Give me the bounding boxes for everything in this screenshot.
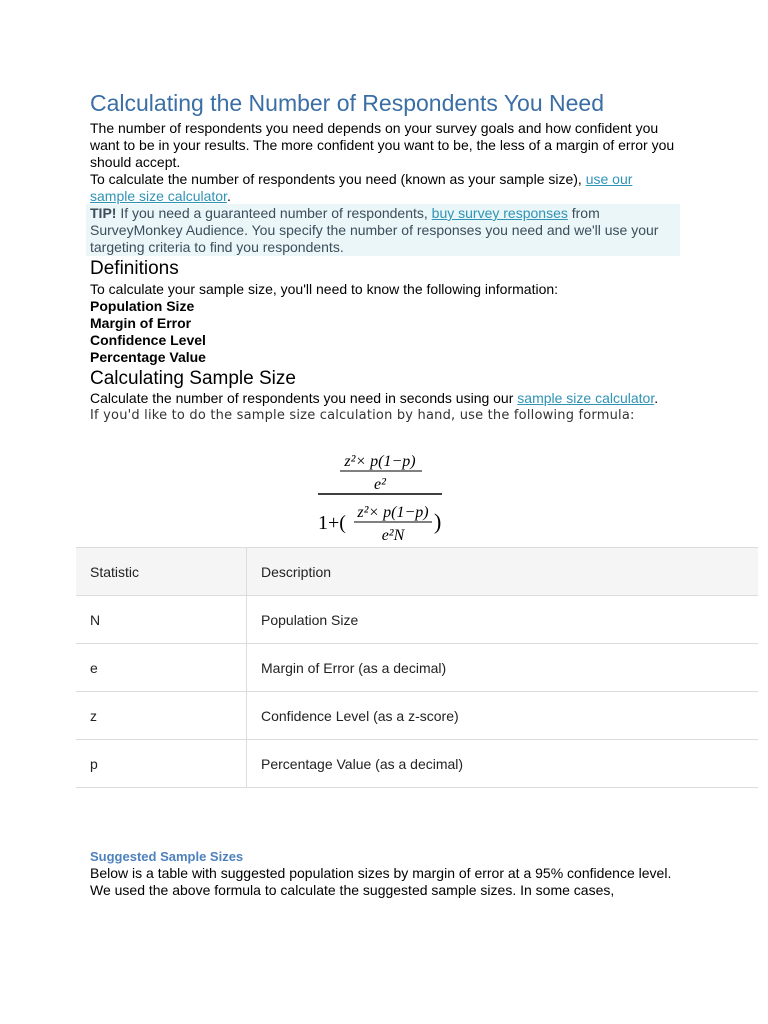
- table-cell-description: Margin of Error (as a decimal): [247, 644, 759, 692]
- definition-item: Population Size: [90, 298, 195, 314]
- table-cell-description: Percentage Value (as a decimal): [247, 740, 759, 788]
- definitions-section: [90, 281, 680, 366]
- definitions-heading: Definitions: [90, 258, 179, 279]
- table-header-description: Description: [247, 548, 759, 596]
- formula-numerator-bottom: e²: [374, 476, 386, 493]
- table-cell-statistic: p: [76, 740, 247, 788]
- definition-item: Margin of Error: [90, 315, 192, 331]
- table-header-row: [76, 548, 758, 596]
- table-cell-statistic: e: [76, 644, 247, 692]
- page-title: Calculating the Number of Respondents You Need: [90, 90, 605, 116]
- sample-size-calculator-link[interactable]: use our sample size calculator: [90, 171, 633, 204]
- buy-survey-responses-link[interactable]: buy survey responses: [431, 205, 568, 221]
- tip-label: TIP!: [90, 205, 117, 221]
- definition-item: Confidence Level: [90, 332, 206, 348]
- sample-size-text: To calculate the number of respondents you need (known as your sample size),: [90, 171, 586, 187]
- formula-denominator-bottom: e²N: [381, 527, 405, 544]
- sample-size-paragraph: [90, 171, 680, 205]
- suggested-sample-sizes-text: Below is a table with suggested population sizes by margin of error at a 95% confidence level. We used the above formula to calculate the suggested sample sizes. In some cases,: [90, 865, 672, 898]
- statistics-table: [76, 547, 758, 788]
- table-row: [76, 644, 758, 692]
- sample-size-calculator-link-2[interactable]: sample size calculator: [517, 390, 655, 406]
- calculating-section: [90, 390, 690, 424]
- definitions-intro: To calculate your sample size, you'll need to know the following information:: [90, 281, 559, 297]
- definition-item: Percentage Value: [90, 349, 206, 365]
- calculating-heading: Calculating Sample Size: [90, 368, 296, 389]
- tip-text-after: from SurveyMonkey Audience. You specify the number of responses you need and we'll use your targeting criteria to find you respondents.: [90, 205, 659, 255]
- formula-denominator-lead: 1+(: [318, 512, 346, 534]
- sample-size-formula: [310, 440, 450, 545]
- calculator-paragraph: [90, 390, 690, 407]
- table-row: [76, 692, 758, 740]
- calculator-period: .: [654, 390, 659, 406]
- table-row: [76, 740, 758, 788]
- table-cell-description: Population Size: [247, 596, 759, 644]
- suggested-sample-sizes-heading: Suggested Sample Sizes: [90, 849, 244, 864]
- table-cell-statistic: z: [76, 692, 247, 740]
- calculator-text: Calculate the number of respondents you need in seconds using our: [90, 390, 518, 406]
- tip-box: [86, 204, 680, 256]
- tip-text-before: If you need a guaranteed number of respondents,: [116, 205, 432, 221]
- sample-size-period: .: [226, 188, 231, 204]
- table-row: [76, 596, 758, 644]
- formula-numerator-top: z²× p(1−p): [344, 453, 416, 470]
- formula-denominator-top: z²× p(1−p): [357, 504, 429, 521]
- formula-denominator-close: ): [434, 509, 442, 534]
- intro-section: [90, 120, 680, 205]
- table-cell-statistic: N: [76, 596, 247, 644]
- table-cell-description: Confidence Level (as a z-score): [247, 692, 759, 740]
- formula-intro: If you'd like to do the sample size calculation by hand, use the following formula:: [90, 408, 635, 423]
- intro-paragraph: The number of respondents you need depends on your survey goals and how confident you want to be in your results. The more confident you want to be, the less of a margin of error you should accept.: [90, 120, 675, 170]
- table-header-statistic: Statistic: [76, 548, 247, 596]
